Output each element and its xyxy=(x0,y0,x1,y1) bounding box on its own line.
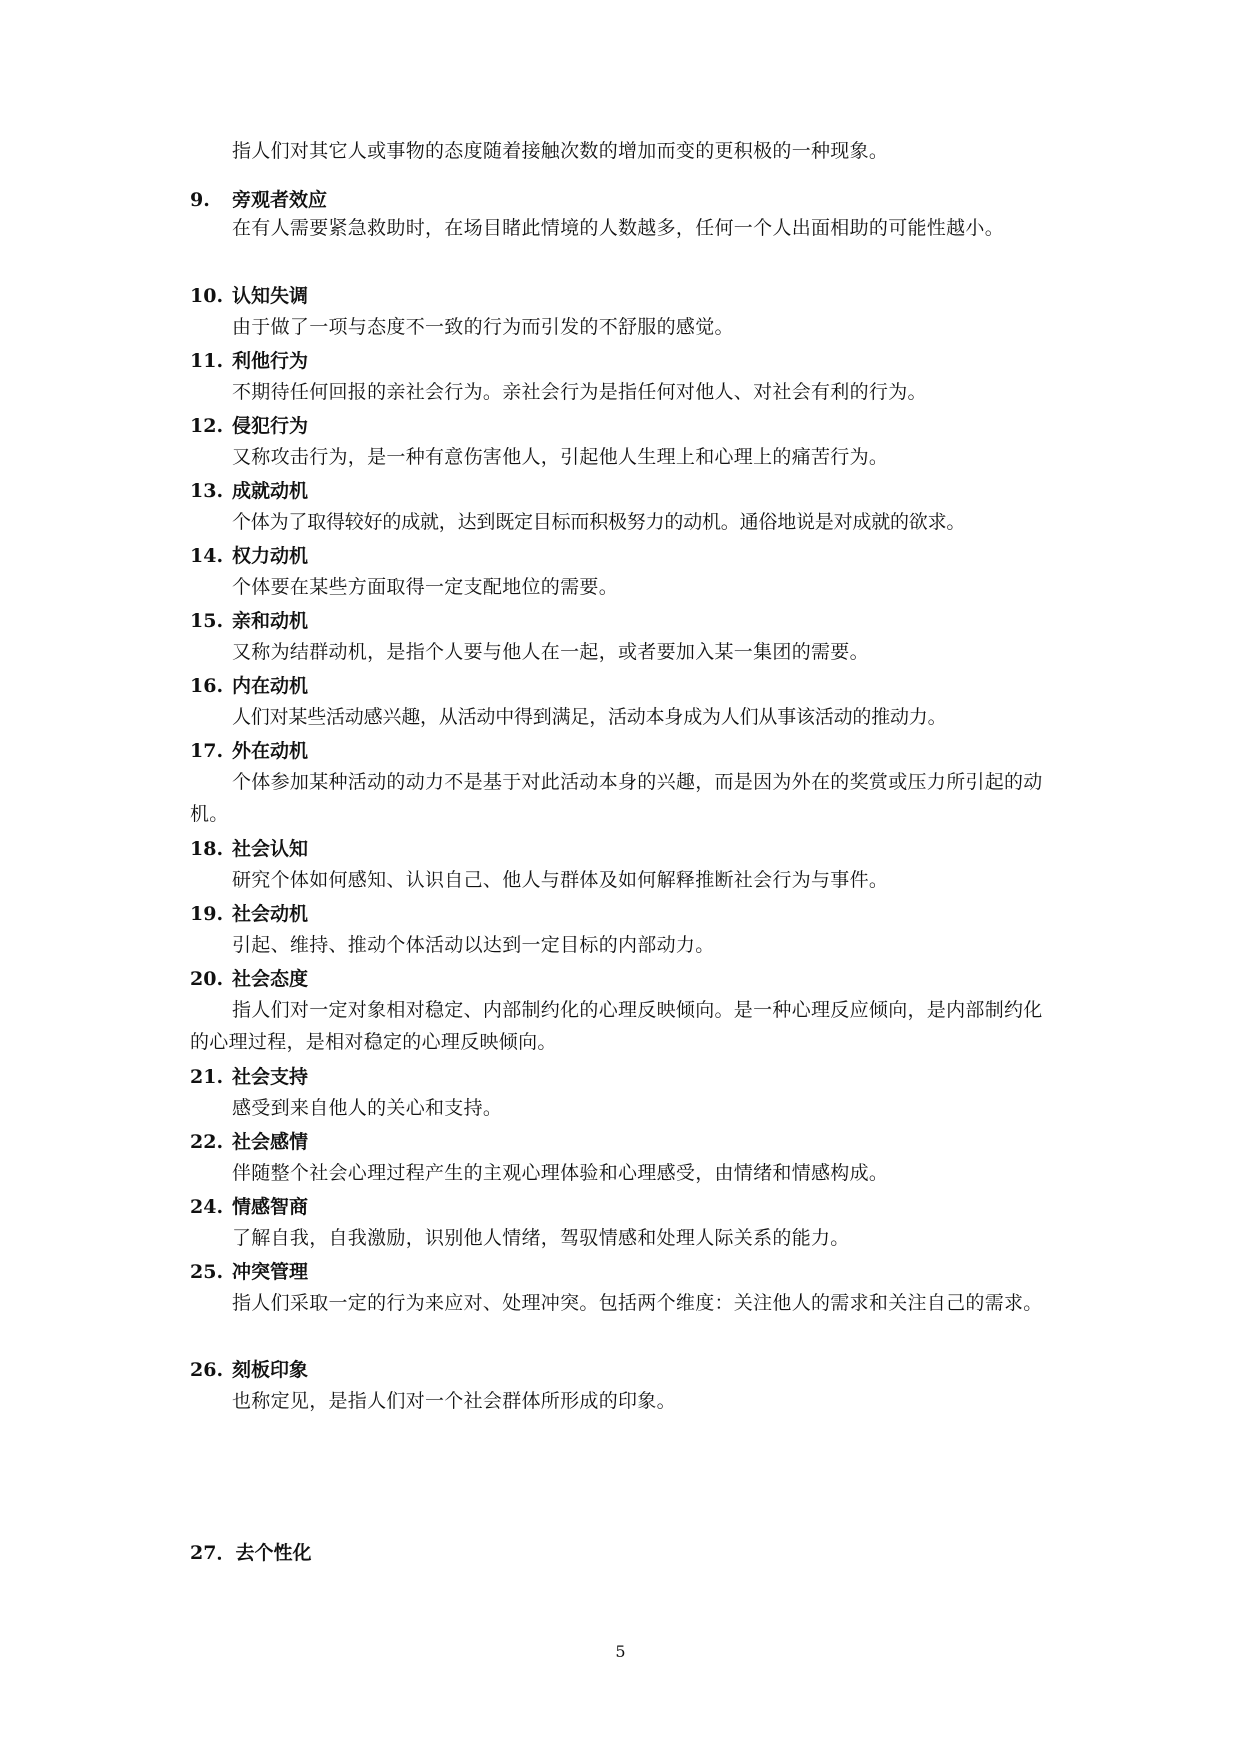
term-title: 旁观者效应 xyxy=(232,189,328,211)
term-number: 11. xyxy=(190,350,224,372)
term-heading xyxy=(190,966,308,992)
term-heading xyxy=(190,673,308,699)
term-number: 14. xyxy=(190,545,224,567)
term-heading xyxy=(190,1540,311,1566)
page-number: 5 xyxy=(615,1642,626,1661)
term-heading xyxy=(190,836,308,862)
term-title: 情感智商 xyxy=(232,1196,309,1218)
term-title: 社会认知 xyxy=(232,838,309,860)
term-number: 22. xyxy=(190,1131,224,1153)
term-heading xyxy=(190,413,308,439)
term-definition: 研究个体如何感知、认识自己、他人与群体及如何解释推断社会行为与事件。 xyxy=(232,869,889,891)
term-title: 外在动机 xyxy=(232,740,309,762)
term-heading xyxy=(190,1194,308,1220)
term-number: 24. xyxy=(190,1196,224,1218)
term-title: 权力动机 xyxy=(232,545,309,567)
term-title: 侵犯行为 xyxy=(232,415,309,437)
term-definition: 在有人需要紧急救助时，在场目睹此情境的人数越多，任何一个人出面相助的可能性越小。 xyxy=(232,217,1005,239)
term-number: 10. xyxy=(190,285,224,307)
term-title: 社会态度 xyxy=(232,968,309,990)
term-definition: 又称攻击行为，是一种有意伤害他人，引起他人生理上和心理上的痛苦行为。 xyxy=(232,446,889,468)
term-definition: 个体参加某种活动的动力不是基于对此活动本身的兴趣，而是因为外在的奖赏或压力所引起的动机。 xyxy=(190,771,1043,825)
term-title: 亲和动机 xyxy=(232,610,309,632)
term-number: 26. xyxy=(190,1359,224,1381)
term-heading xyxy=(190,348,308,374)
term-number: 27． xyxy=(190,1542,236,1564)
term-heading xyxy=(190,1259,308,1285)
term-heading xyxy=(190,1129,308,1155)
term-heading xyxy=(190,1064,308,1090)
term-number: 13. xyxy=(190,480,224,502)
term-title: 冲突管理 xyxy=(232,1261,309,1283)
term-title: 去个性化 xyxy=(235,1542,312,1564)
term-definition: 又称为结群动机，是指个人要与他人在一起，或者要加入某一集团的需要。 xyxy=(232,641,869,663)
term-number: 15. xyxy=(190,610,224,632)
term-definition: 了解自我，自我激励，识别他人情绪，驾驭情感和处理人际关系的能力。 xyxy=(232,1227,850,1249)
term-heading xyxy=(190,187,327,213)
term-number: 18. xyxy=(190,838,224,860)
term-number: 9. xyxy=(190,189,210,211)
term-title: 社会动机 xyxy=(232,903,309,925)
term-heading xyxy=(190,478,308,504)
intro-paragraph: 指人们对其它人或事物的态度随着接触次数的增加而变的更积极的一种现象。 xyxy=(232,140,889,162)
term-definition: 由于做了一项与态度不一致的行为而引发的不舒服的感觉。 xyxy=(232,316,734,338)
term-definition: 个体为了取得较好的成就，达到既定目标而积极努力的动机。通俗地说是对成就的欲求。 xyxy=(232,511,966,533)
term-number: 25. xyxy=(190,1261,224,1283)
term-definition: 引起、维持、推动个体活动以达到一定目标的内部动力。 xyxy=(232,934,715,956)
term-definition: 个体要在某些方面取得一定支配地位的需要。 xyxy=(232,576,619,598)
term-heading xyxy=(190,901,308,927)
term-title: 社会支持 xyxy=(232,1066,309,1088)
term-title: 社会感情 xyxy=(232,1131,309,1153)
term-title: 内在动机 xyxy=(232,675,309,697)
term-number: 17. xyxy=(190,740,224,762)
term-number: 16. xyxy=(190,675,224,697)
term-title: 利他行为 xyxy=(232,350,309,372)
term-definition: 指人们采取一定的行为来应对、处理冲突。包括两个维度：关注他人的需求和关注自己的需求。 xyxy=(232,1292,1043,1314)
term-number: 12. xyxy=(190,415,224,437)
term-heading xyxy=(190,283,308,309)
term-definition: 指人们对一定对象相对稳定、内部制约化的心理反映倾向。是一种心理反应倾向，是内部制约化的心理过程，是相对稳定的心理反映倾向。 xyxy=(190,999,1043,1053)
term-definition: 不期待任何回报的亲社会行为。亲社会行为是指任何对他人、对社会有利的行为。 xyxy=(232,381,927,403)
term-definition: 人们对某些活动感兴趣，从活动中得到满足，活动本身成为人们从事该活动的推动力。 xyxy=(232,706,947,728)
term-title: 刻板印象 xyxy=(232,1359,309,1381)
term-title: 认知失调 xyxy=(232,285,309,307)
term-number: 20. xyxy=(190,968,224,990)
term-number: 21. xyxy=(190,1066,224,1088)
term-definition: 也称定见，是指人们对一个社会群体所形成的印象。 xyxy=(232,1390,676,1412)
term-number: 19. xyxy=(190,903,224,925)
term-heading xyxy=(190,738,308,764)
term-heading xyxy=(190,1357,308,1383)
term-title: 成就动机 xyxy=(232,480,309,502)
term-heading xyxy=(190,543,308,569)
term-definition: 伴随整个社会心理过程产生的主观心理体验和心理感受，由情绪和情感构成。 xyxy=(232,1162,889,1184)
term-definition: 感受到来自他人的关心和支持。 xyxy=(232,1097,503,1119)
term-heading xyxy=(190,608,308,634)
